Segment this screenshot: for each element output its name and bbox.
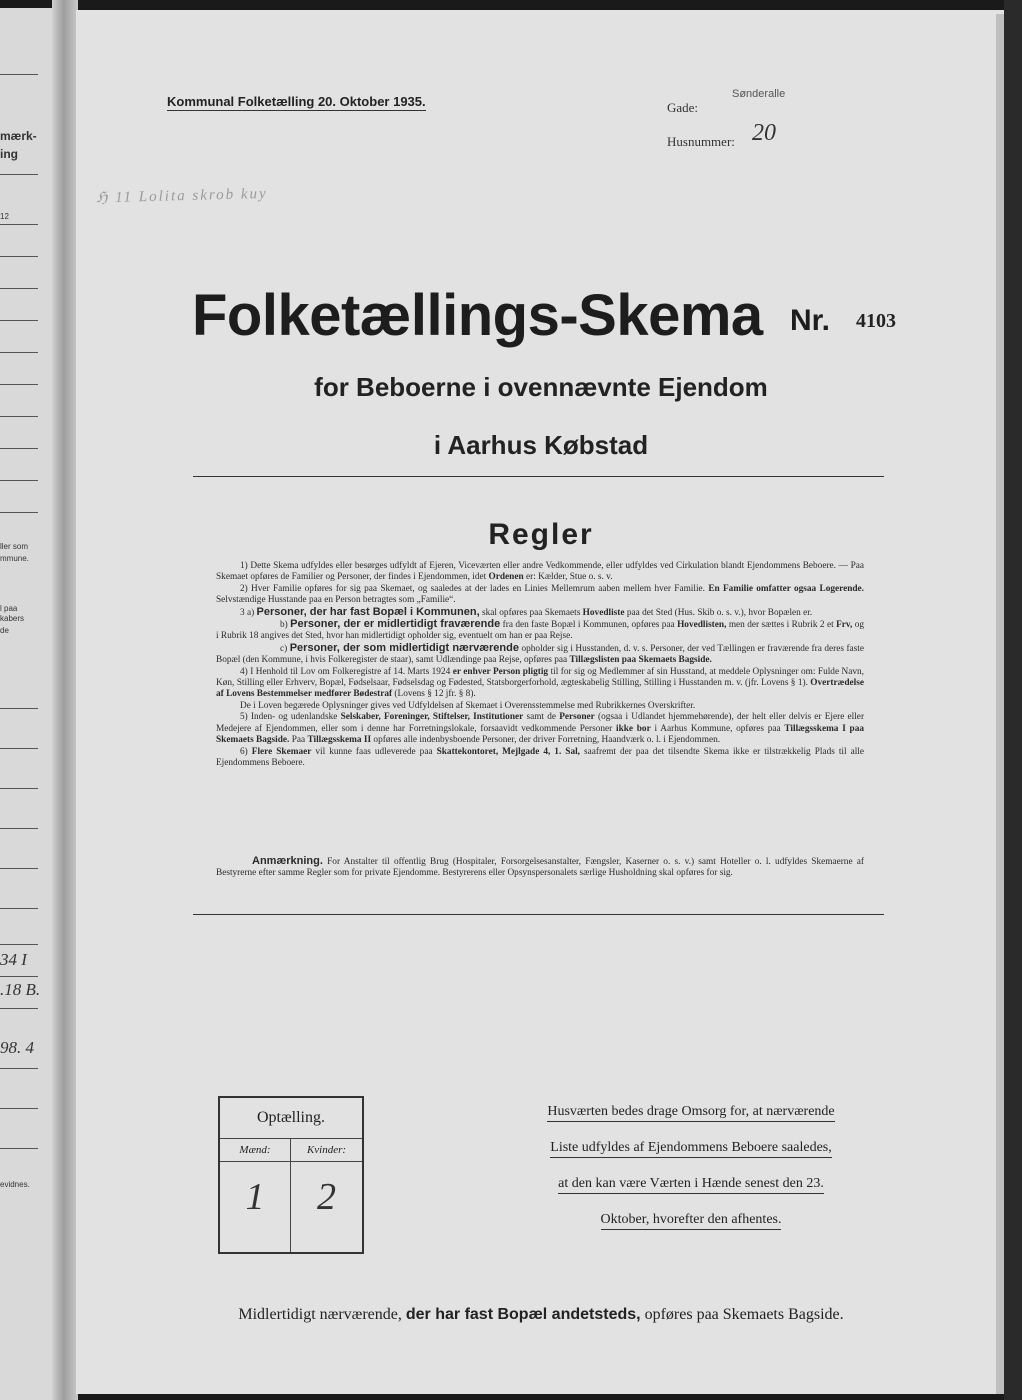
rule-1: 1) Dette Skema udfyldes eller besørges udfyldt af Ejeren, Viceværten eller andre Vedkommende, eller udfyldes ved Cirkulation blandt Ejendommens Beboere. — Paa Skemaet opføres de Familier og Personer, der findes i Ejendommen, idet Ordenen er: Kælder, Stue o. s. v. xyxy=(216,561,864,583)
maend-value: 1 xyxy=(245,1176,265,1218)
maend-label: Mænd: xyxy=(220,1139,290,1162)
notice-line: Liste udfyldes af Ejendommens Beboere saaledes, xyxy=(516,1140,866,1158)
left-rule xyxy=(0,384,38,385)
form-subtitle: for Beboerne i ovennævnte Ejendom xyxy=(314,372,768,402)
notice-line: at den kan være Værten i Hænde senest den 23. xyxy=(516,1176,866,1194)
book-fold xyxy=(52,0,78,1400)
left-rule xyxy=(0,908,38,909)
left-rule xyxy=(0,74,38,75)
husnummer-label: Husnummer: xyxy=(667,134,735,149)
notice-line: Oktober, hvorefter den afhentes. xyxy=(516,1212,866,1230)
optaelling-title: Optælling. xyxy=(220,1098,362,1139)
census-header: Kommunal Folketælling 20. Oktober 1935. xyxy=(167,94,426,109)
rule-4-note: De i Loven begærede Oplysninger gives ved Udfyldelsen af Skemaet i Overensstemmelse med Rubrikkernes Overskrifter. xyxy=(240,700,696,711)
left-rule xyxy=(0,868,38,869)
left-rule xyxy=(0,976,38,977)
rule-2: 2) Hver Familie opføres for sig paa Skemaet, og saaledes at der lades en Linies Mellemrum aaben mellem hver Familie. En Familie omfatter ogsaa Logerende. Selvstændige Husstande paa en Person betragtes som „Familie“. xyxy=(216,583,864,606)
left-rule xyxy=(0,748,38,749)
rules-text xyxy=(216,561,864,769)
left-rule xyxy=(0,944,38,945)
left-rule xyxy=(0,352,38,353)
left-handwritten-number: 98. 4 xyxy=(0,1038,34,1057)
form-title: Folketællings-Skema xyxy=(192,283,763,348)
rule-3b: b) Personer, der er midlertidigt fraværende fra den faste Bopæl i Kommunen, opføres paa Hovedlisten, men der sættes i Rubrik 2 et Frv, og i Rubrik 18 angives det Sted, hvor han midlertidigt opholder sig, eventuelt om han er paa Rejse. xyxy=(216,618,865,642)
kvinder-column xyxy=(291,1139,362,1252)
left-rule xyxy=(0,256,38,257)
left-handwritten-number: 34 I xyxy=(0,950,27,969)
faint-bleedthrough-script: ℌ 11 Lolita skrob kuy xyxy=(95,185,268,207)
left-rule xyxy=(0,224,38,225)
left-fragment-text: mmune. xyxy=(0,554,29,563)
left-rule xyxy=(0,828,38,829)
rule-5: 5) Inden- og udenlandske Selskaber, Foreninger, Stiftelser, Institutioner samt de Personer (ogsaa i Udlandet hjemmehørende), der helt eller delvis er Ejere eller Medejere af Ejendommen, eller som i denne har Forretningslokale, forsaavidt vedkommende Personer ikke bor i Aarhus Kommune, opføres paa Tillægsskema I paa Skemaets Bagside. Paa Tillægsskema II opføres alle indenbysboende Personer, der driver Forretning, Haandværk o. l. i Ejendommen. xyxy=(216,712,865,746)
left-rule xyxy=(0,320,38,321)
left-fragment-text: de xyxy=(0,626,9,635)
anmaerkning-note xyxy=(216,856,864,880)
rule-6: 6) Flere Skemaer vil kunne faas udleverede paa Skattekontoret, Mejlgade 4, 1. Sal, saafremt der paa det tilsendte Skema ikke er tilstrækkelig Plads til alle Ejendommens Beboere. xyxy=(216,746,865,768)
notice-line: Husværten bedes drage Omsorg for, at nærværende xyxy=(516,1104,866,1122)
background-edge xyxy=(1004,0,1022,1400)
rule-3a: 3 a) Personer, der har fast Bopæl i Kommunen, skal opføres paa Skemaets Hovedliste paa det Sted (Hus. Skib o. s. v.), hvor Bopælen er. xyxy=(240,605,813,618)
form-number-label: Nr. xyxy=(790,304,831,337)
left-page-fragment xyxy=(0,8,52,1400)
left-fragment-text: ller som xyxy=(0,542,29,551)
optaelling-box xyxy=(218,1096,364,1254)
rule-4: 4) I Henhold til Lov om Folkeregistre af 14. Marts 1924 er enhver Person pligtig til for sig og Medlemmer af sin Husstand, at meddele Oplysninger om: Fulde Navn, Køn, Stilling eller Erhverv, Bopæl, Fødselsaar, Fødselsdag og Fødested, Statsborgerforhold, ægteskabelig Stilling, Stilling i Husstanden m. v. (jfr. Lovens § 1). Overtrædelse af Lovens Bestemmelser medfører Bødestraf (Lovens § 12 jfr. § 8). xyxy=(216,666,864,700)
left-rule xyxy=(0,174,38,175)
husnummer-value: 20 xyxy=(752,120,776,146)
left-fragment-text: ing xyxy=(0,147,18,161)
rules-heading: Regler xyxy=(488,518,594,551)
left-rule xyxy=(0,512,38,513)
left-rule xyxy=(0,1008,38,1009)
footer-note: Midlertidigt nærværende, der har fast Bopæl andetsteds, opføres paa Skemaets Bagside. xyxy=(238,1306,844,1323)
census-form-page xyxy=(76,10,1006,1394)
left-rule xyxy=(0,1108,38,1109)
left-rule xyxy=(0,288,38,289)
left-fragment-text: kabers xyxy=(0,614,25,623)
gade-label: Gade: xyxy=(667,100,699,115)
page-edge xyxy=(996,14,1004,1394)
left-rule xyxy=(0,416,38,417)
left-rule xyxy=(0,1148,38,1149)
rule-3c: c) Personer, der som midlertidigt nærværende opholder sig i Husstanden, d. v. s. Personer, der ved Tællingen er fraværende fra deres faste Bopæl (den Kommune, i hvis Folkeregister de staar), samt Udlændinge paa Rejse, opføres paa Tillægslisten paa Skemaets Bagside. xyxy=(216,641,864,666)
left-fragment-text: l paa xyxy=(0,604,18,613)
left-rule xyxy=(0,708,38,709)
divider xyxy=(193,476,884,477)
left-handwritten-number: .18 B. xyxy=(0,980,41,999)
maend-column xyxy=(220,1139,291,1252)
left-fragment-text: 12 xyxy=(0,212,9,221)
left-rule xyxy=(0,788,38,789)
left-rule xyxy=(0,480,38,481)
gade-value: Sønderalle xyxy=(732,88,786,100)
kvinder-value: 2 xyxy=(317,1176,336,1218)
left-fragment-text: evidnes. xyxy=(0,1180,30,1189)
form-number-value: 4103 xyxy=(856,310,896,332)
form-subtitle-city: i Aarhus Købstad xyxy=(433,430,649,460)
divider xyxy=(193,914,884,915)
anmaerkning-text: For Anstalter til offentlig Brug (Hospitaler, Forsorgelsesanstalter, Fængsler, Kaserner o. s. v.) samt Hoteller o. l. udfyldes Skemaerne af Bestyrerne efter samme Regler som for private Ejendomme. Bestyrerens eller Opsynspersonalets særlige Husholdning skal opføres for sig. xyxy=(216,857,864,879)
left-fragment-text: mærk- xyxy=(0,129,37,143)
kvinder-label: Kvinder: xyxy=(291,1139,362,1162)
left-rule xyxy=(0,448,38,449)
anmaerkning-heading: Anmærkning. xyxy=(252,855,323,867)
left-rule xyxy=(0,1068,38,1069)
